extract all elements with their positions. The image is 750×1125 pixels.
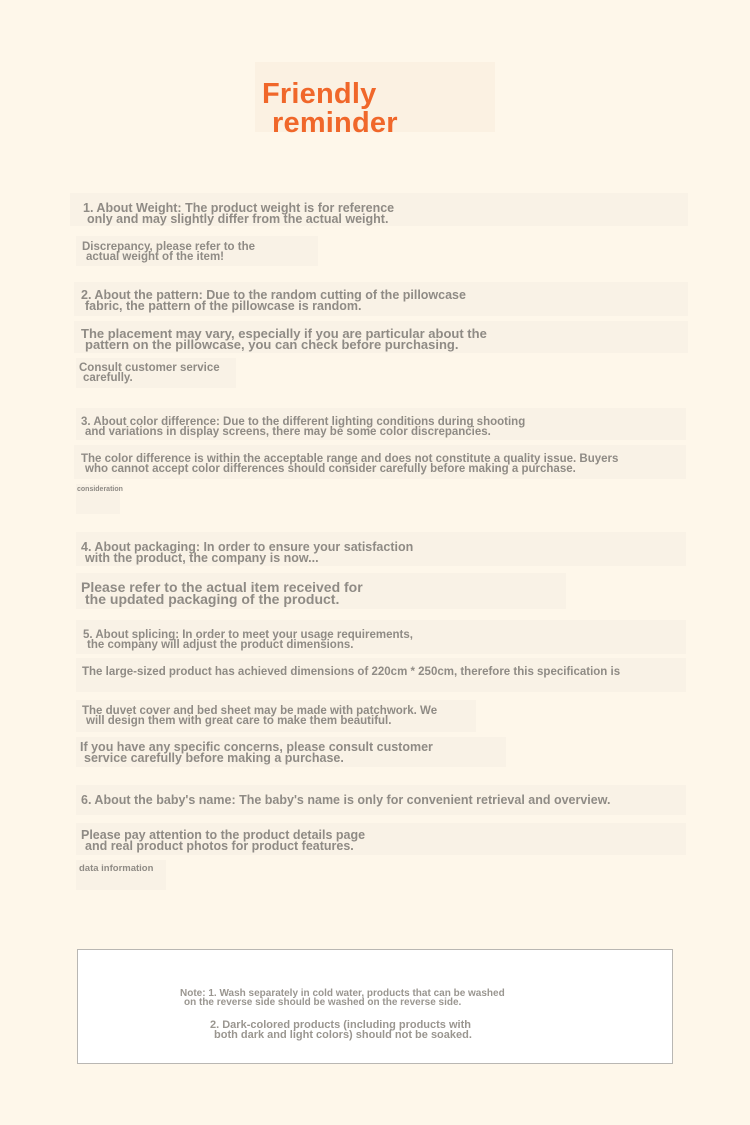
weight-p2-line-2: actual weight of the item!: [86, 251, 225, 263]
weight-paragraph-2: [82, 242, 255, 262]
baby-paragraph-2: [81, 830, 365, 852]
pattern-p3-line-2: carefully.: [83, 372, 133, 384]
splicing-p3-line-1: The duvet cover and bed sheet may be made with patchwork. We: [82, 705, 438, 717]
packaging-p2-line-1: Please refer to the actual item received for: [81, 579, 363, 595]
baby-paragraph-3: data information: [79, 863, 154, 874]
care-note-1: [180, 989, 505, 1007]
pattern-paragraph-1: [81, 290, 466, 312]
pattern-p1-line-1: 2. About the pattern: Due to the random cutting of the pillowcase: [81, 288, 466, 302]
pattern-p3-line-1: Consult customer service: [79, 362, 220, 374]
color-p2-line-1: The color difference is within the acceptable range and does not constitute a quality issue. Buyers: [81, 453, 619, 465]
title-line-2: reminder: [272, 107, 398, 139]
splicing-p3-line-2: will design them with great care to make them beautiful.: [86, 715, 392, 727]
weight-p2-line-1: Discrepancy, please refer to the: [82, 241, 255, 253]
color-p2-line-2: who cannot accept color differences should consider carefully before making a purchase.: [85, 463, 576, 475]
splicing-p4-line-2: service carefully before making a purchase.: [84, 751, 344, 765]
care-note-2-line-1: 2. Dark-colored products (including products with: [210, 1019, 471, 1031]
splicing-paragraph-3: [82, 706, 437, 726]
packaging-p1-line-1: 4. About packaging: In order to ensure your satisfaction: [81, 540, 414, 554]
care-note-1-line-2: on the reverse side should be washed on the reverse side.: [184, 997, 462, 1008]
pattern-p2-line-1: The placement may vary, especially if you are particular about the: [81, 326, 487, 341]
splicing-paragraph-2: The large-sized product has achieved dimensions of 220cm * 250cm, therefore this specification is: [82, 666, 621, 678]
title-line-1: Friendly: [262, 78, 377, 110]
weight-paragraph-1: [83, 203, 394, 225]
packaging-paragraph-1: [81, 542, 413, 564]
weight-p1-line-1: 1. About Weight: The product weight is for reference: [83, 201, 395, 215]
care-note-1-line-1: Note: 1. Wash separately in cold water, products that can be washed: [180, 988, 505, 999]
splicing-paragraph-1: [83, 630, 413, 650]
color-paragraph-2: [81, 454, 618, 474]
pattern-paragraph-2: [81, 328, 487, 350]
color-p1-line-2: and variations in display screens, there may be some color discrepancies.: [85, 426, 491, 438]
splicing-p1-line-1: 5. About splicing: In order to meet your usage requirements,: [83, 629, 413, 641]
pattern-paragraph-3: [79, 363, 220, 383]
splicing-p1-line-2: the company will adjust the product dimensions.: [87, 639, 354, 651]
baby-p2-line-1: Please pay attention to the product details page: [81, 828, 366, 842]
packaging-paragraph-2: [81, 581, 363, 605]
baby-paragraph-1: 6. About the baby's name: The baby's name is only for convenient retrieval and overview.: [81, 793, 611, 807]
packaging-p1-line-2: with the product, the company is now...: [85, 551, 319, 565]
care-note-2: [210, 1020, 472, 1040]
pattern-p2-line-2: pattern on the pillowcase, you can check before purchasing.: [85, 337, 459, 352]
splicing-p4-line-1: If you have any specific concerns, please consult customer: [80, 740, 433, 754]
weight-p1-line-2: only and may slightly differ from the actual weight.: [87, 212, 389, 226]
baby-p2-line-2: and real product photos for product features.: [85, 839, 354, 853]
packaging-p2-line-2: the updated packaging of the product.: [85, 591, 340, 607]
care-note-2-line-2: both dark and light colors) should not be soaked.: [214, 1029, 472, 1041]
color-p1-line-1: 3. About color difference: Due to the different lighting conditions during shooting: [81, 416, 526, 428]
color-paragraph-1: [81, 417, 525, 437]
pattern-p1-line-2: fabric, the pattern of the pillowcase is random.: [85, 299, 362, 313]
color-paragraph-3: consideration: [77, 486, 123, 493]
splicing-paragraph-4: [80, 742, 433, 764]
page-title: [262, 80, 398, 138]
